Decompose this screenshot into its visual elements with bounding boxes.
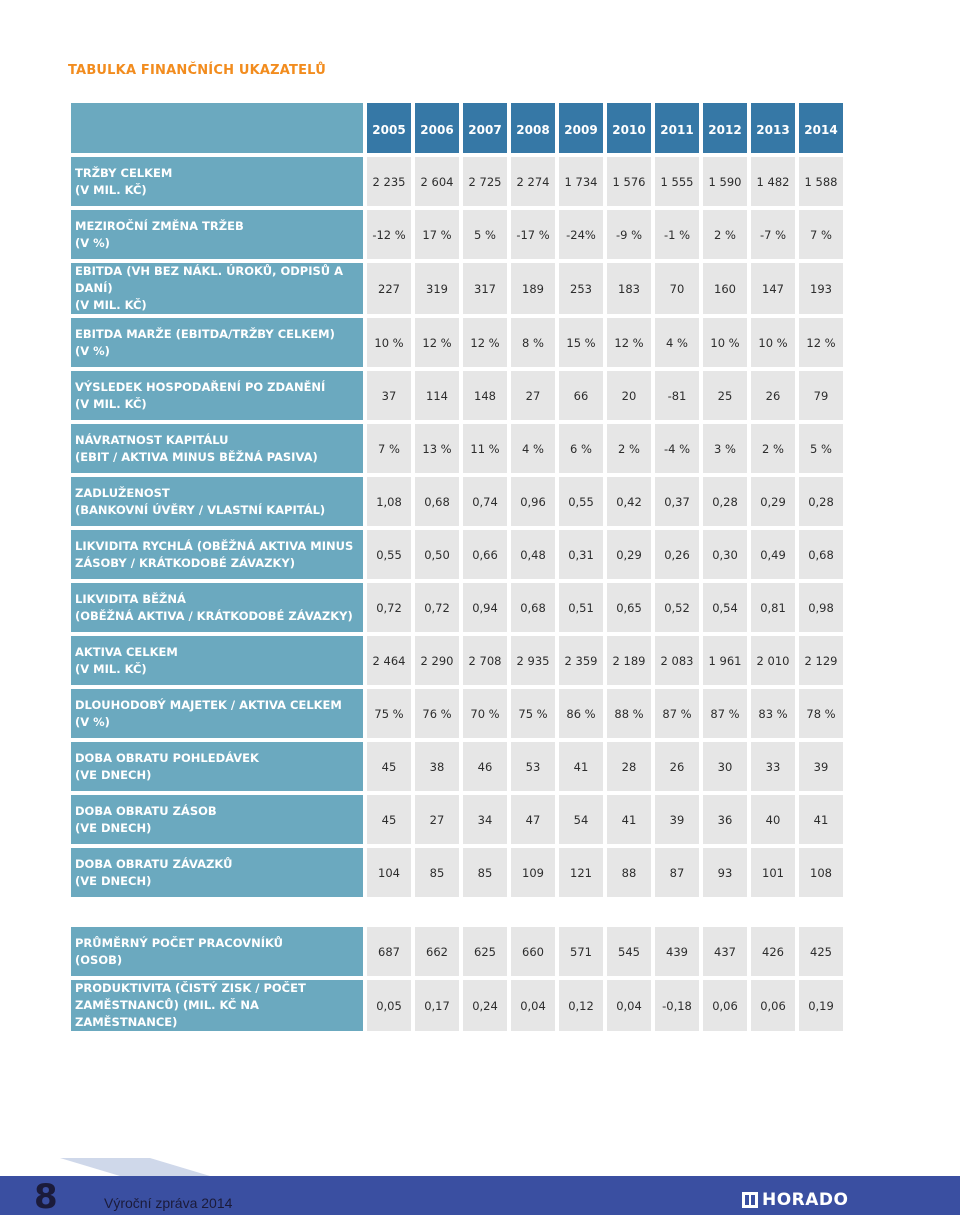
- table-row: [71, 927, 843, 976]
- value-cell: 78 %: [799, 689, 843, 738]
- value-cell: 0,37: [655, 477, 699, 526]
- row-label-line1: LIKVIDITA BĚŽNÁ: [75, 591, 186, 606]
- value-cell: 227: [367, 263, 411, 314]
- value-cell: 0,28: [703, 477, 747, 526]
- value-cell: 0,94: [463, 583, 507, 632]
- value-cell: 12 %: [799, 318, 843, 367]
- value-cell: 660: [511, 927, 555, 976]
- value-cell: 0,28: [799, 477, 843, 526]
- row-label: [71, 927, 363, 976]
- value-cell: -7 %: [751, 210, 795, 259]
- value-cell: 0,98: [799, 583, 843, 632]
- row-label-line2: (V MIL. KČ): [75, 661, 147, 676]
- value-cell: 0,29: [607, 530, 651, 579]
- value-cell: 121: [559, 848, 603, 897]
- value-cell: 662: [415, 927, 459, 976]
- value-cell: 0,65: [607, 583, 651, 632]
- year-header-2006: 2006: [415, 103, 459, 153]
- value-cell: -0,18: [655, 980, 699, 1031]
- value-cell: 0,96: [511, 477, 555, 526]
- value-cell: 3 %: [703, 424, 747, 473]
- row-label-line2: (V MIL. KČ): [75, 396, 147, 411]
- row-label: [71, 318, 363, 367]
- value-cell: 2 290: [415, 636, 459, 685]
- value-cell: 0,55: [367, 530, 411, 579]
- value-cell: 27: [511, 371, 555, 420]
- value-cell: 0,06: [751, 980, 795, 1031]
- row-label-line1: AKTIVA CELKEM: [75, 644, 178, 659]
- value-cell: 26: [751, 371, 795, 420]
- row-label-line1: EBITDA MARŽE (EBITDA/TRŽBY CELKEM): [75, 326, 335, 341]
- value-cell: 2 725: [463, 157, 507, 206]
- value-cell: 0,68: [799, 530, 843, 579]
- table-row: [71, 980, 843, 1031]
- row-label: [71, 848, 363, 897]
- value-cell: -12 %: [367, 210, 411, 259]
- value-cell: 25: [703, 371, 747, 420]
- value-cell: 625: [463, 927, 507, 976]
- year-header-2012: 2012: [703, 103, 747, 153]
- value-cell: 41: [799, 795, 843, 844]
- value-cell: 85: [415, 848, 459, 897]
- value-cell: 4 %: [511, 424, 555, 473]
- value-cell: 1 588: [799, 157, 843, 206]
- value-cell: 0,48: [511, 530, 555, 579]
- row-label-line2: (VE DNECH): [75, 873, 152, 888]
- value-cell: 30: [703, 742, 747, 791]
- value-cell: 0,26: [655, 530, 699, 579]
- value-cell: 83 %: [751, 689, 795, 738]
- row-label: [71, 157, 363, 206]
- value-cell: 160: [703, 263, 747, 314]
- value-cell: 0,12: [559, 980, 603, 1031]
- value-cell: -24%: [559, 210, 603, 259]
- value-cell: 101: [751, 848, 795, 897]
- logo-text: HORADO: [762, 1190, 849, 1210]
- value-cell: 2 %: [751, 424, 795, 473]
- value-cell: 2 235: [367, 157, 411, 206]
- value-cell: 85: [463, 848, 507, 897]
- value-cell: 93: [703, 848, 747, 897]
- value-cell: 12 %: [463, 318, 507, 367]
- table-row: [71, 848, 843, 897]
- value-cell: 12 %: [607, 318, 651, 367]
- value-cell: 0,74: [463, 477, 507, 526]
- row-label-line2: (EBIT / AKTIVA MINUS BĚŽNÁ PASIVA): [75, 449, 318, 464]
- value-cell: 0,06: [703, 980, 747, 1031]
- year-header-row: [71, 103, 843, 153]
- row-label: [71, 263, 363, 314]
- value-cell: 45: [367, 795, 411, 844]
- value-cell: 0,29: [751, 477, 795, 526]
- value-cell: 26: [655, 742, 699, 791]
- value-cell: 2 %: [703, 210, 747, 259]
- logo-icon: [742, 1192, 758, 1208]
- value-cell: 108: [799, 848, 843, 897]
- header-corner: [71, 103, 363, 153]
- row-label: [71, 980, 363, 1031]
- page-number: 8: [34, 1177, 58, 1217]
- row-label-line1: DOBA OBRATU POHLEDÁVEK: [75, 750, 259, 765]
- value-cell: 2 604: [415, 157, 459, 206]
- value-cell: -4 %: [655, 424, 699, 473]
- value-cell: 1 590: [703, 157, 747, 206]
- value-cell: 66: [559, 371, 603, 420]
- value-cell: 10 %: [751, 318, 795, 367]
- row-label-line2: (VE DNECH): [75, 767, 152, 782]
- page-title: TABULKA FINANČNÍCH UKAZATELŮ: [68, 63, 326, 78]
- row-label-line1: LIKVIDITA RYCHLÁ (OBĚŽNÁ AKTIVA MINUS: [75, 538, 354, 553]
- value-cell: 0,17: [415, 980, 459, 1031]
- report-name: Výroční zpráva 2014: [104, 1195, 233, 1211]
- row-label-line2: (OBĚŽNÁ AKTIVA / KRÁTKODOBÉ ZÁVAZKY): [75, 608, 353, 623]
- row-label-line2: (V %): [75, 343, 110, 358]
- value-cell: 2 010: [751, 636, 795, 685]
- value-cell: 0,49: [751, 530, 795, 579]
- value-cell: 10 %: [367, 318, 411, 367]
- value-cell: 33: [751, 742, 795, 791]
- value-cell: 0,68: [415, 477, 459, 526]
- table-row: [71, 636, 843, 685]
- value-cell: 0,72: [415, 583, 459, 632]
- value-cell: 0,19: [799, 980, 843, 1031]
- row-label-line1: DOBA OBRATU ZÁSOB: [75, 803, 217, 818]
- value-cell: 0,24: [463, 980, 507, 1031]
- value-cell: 7 %: [367, 424, 411, 473]
- value-cell: 0,30: [703, 530, 747, 579]
- table-row: [71, 477, 843, 526]
- value-cell: 45: [367, 742, 411, 791]
- row-label-line1: DLOUHODOBÝ MAJETEK / AKTIVA CELKEM: [75, 697, 342, 712]
- value-cell: -17 %: [511, 210, 555, 259]
- value-cell: 0,05: [367, 980, 411, 1031]
- value-cell: 0,68: [511, 583, 555, 632]
- value-cell: 425: [799, 927, 843, 976]
- value-cell: 253: [559, 263, 603, 314]
- row-label-line1: PRODUKTIVITA (ČISTÝ ZISK / POČET: [75, 981, 306, 995]
- value-cell: 109: [511, 848, 555, 897]
- value-cell: 0,72: [367, 583, 411, 632]
- value-cell: 0,55: [559, 477, 603, 526]
- value-cell: 88 %: [607, 689, 651, 738]
- spacer-cell: [71, 901, 843, 923]
- value-cell: 193: [799, 263, 843, 314]
- value-cell: 687: [367, 927, 411, 976]
- value-cell: 0,04: [607, 980, 651, 1031]
- row-label-line2: (OSOB): [75, 952, 123, 967]
- value-cell: 46: [463, 742, 507, 791]
- row-label: [71, 424, 363, 473]
- value-cell: 1 734: [559, 157, 603, 206]
- value-cell: 2 274: [511, 157, 555, 206]
- value-cell: 1 555: [655, 157, 699, 206]
- company-logo: [742, 1190, 849, 1210]
- table-row: [71, 318, 843, 367]
- row-label-line2: (BANKOVNÍ ÚVĚRY / VLASTNÍ KAPITÁL): [75, 502, 326, 517]
- row-label-line2: ZÁSOBY / KRÁTKODOBÉ ZÁVAZKY): [75, 555, 296, 570]
- value-cell: 2 129: [799, 636, 843, 685]
- row-label-line2: (V MIL. KČ): [75, 298, 147, 312]
- value-cell: 104: [367, 848, 411, 897]
- row-label-line1: NÁVRATNOST KAPITÁLU: [75, 432, 229, 447]
- value-cell: 437: [703, 927, 747, 976]
- value-cell: -81: [655, 371, 699, 420]
- value-cell: 2 189: [607, 636, 651, 685]
- value-cell: -1 %: [655, 210, 699, 259]
- value-cell: 2 708: [463, 636, 507, 685]
- value-cell: 2 935: [511, 636, 555, 685]
- value-cell: 439: [655, 927, 699, 976]
- value-cell: 41: [559, 742, 603, 791]
- value-cell: 2 083: [655, 636, 699, 685]
- value-cell: 1 576: [607, 157, 651, 206]
- row-label-line1: DOBA OBRATU ZÁVAZKŮ: [75, 856, 233, 871]
- value-cell: 0,42: [607, 477, 651, 526]
- row-label-line1: PRŮMĚRNÝ POČET PRACOVNÍKŮ: [75, 935, 284, 950]
- table-spacer: [71, 901, 843, 923]
- row-label: [71, 210, 363, 259]
- value-cell: 426: [751, 927, 795, 976]
- year-header-2013: 2013: [751, 103, 795, 153]
- value-cell: 20: [607, 371, 651, 420]
- table-row: [71, 583, 843, 632]
- row-label: [71, 583, 363, 632]
- value-cell: 1 961: [703, 636, 747, 685]
- value-cell: 0,04: [511, 980, 555, 1031]
- value-cell: 70 %: [463, 689, 507, 738]
- value-cell: 39: [655, 795, 699, 844]
- value-cell: 40: [751, 795, 795, 844]
- value-cell: 189: [511, 263, 555, 314]
- value-cell: 7 %: [799, 210, 843, 259]
- value-cell: 183: [607, 263, 651, 314]
- value-cell: 87 %: [703, 689, 747, 738]
- row-label: [71, 795, 363, 844]
- table-row: [71, 689, 843, 738]
- row-label-line2: (V %): [75, 235, 110, 250]
- table-row: [71, 795, 843, 844]
- year-header-2005: 2005: [367, 103, 411, 153]
- value-cell: 0,51: [559, 583, 603, 632]
- value-cell: -9 %: [607, 210, 651, 259]
- value-cell: 8 %: [511, 318, 555, 367]
- value-cell: 0,66: [463, 530, 507, 579]
- year-header-2009: 2009: [559, 103, 603, 153]
- table-row: [71, 424, 843, 473]
- year-header-2010: 2010: [607, 103, 651, 153]
- value-cell: 1 482: [751, 157, 795, 206]
- table-row: [71, 742, 843, 791]
- value-cell: 545: [607, 927, 651, 976]
- value-cell: 0,52: [655, 583, 699, 632]
- row-label: [71, 530, 363, 579]
- value-cell: 17 %: [415, 210, 459, 259]
- value-cell: 87: [655, 848, 699, 897]
- value-cell: 0,31: [559, 530, 603, 579]
- value-cell: 54: [559, 795, 603, 844]
- value-cell: 79: [799, 371, 843, 420]
- value-cell: 86 %: [559, 689, 603, 738]
- value-cell: 88: [607, 848, 651, 897]
- table-row: [71, 157, 843, 206]
- value-cell: 75 %: [367, 689, 411, 738]
- year-header-2008: 2008: [511, 103, 555, 153]
- row-label-line1: VÝSLEDEK HOSPODAŘENÍ PO ZDANĚNÍ: [75, 379, 326, 394]
- row-label-line2: (V %): [75, 714, 110, 729]
- row-label: [71, 689, 363, 738]
- table-row: [71, 530, 843, 579]
- year-header-2011: 2011: [655, 103, 699, 153]
- value-cell: 38: [415, 742, 459, 791]
- row-label-line2: ZAMĚSTNANCŮ) (MIL. KČ NA ZAMĚSTNANCE): [75, 998, 259, 1029]
- value-cell: 147: [751, 263, 795, 314]
- row-label: [71, 636, 363, 685]
- value-cell: 39: [799, 742, 843, 791]
- value-cell: 70: [655, 263, 699, 314]
- year-header-2014: 2014: [799, 103, 843, 153]
- value-cell: 13 %: [415, 424, 459, 473]
- value-cell: 148: [463, 371, 507, 420]
- table-row: [71, 371, 843, 420]
- value-cell: 34: [463, 795, 507, 844]
- value-cell: 5 %: [463, 210, 507, 259]
- value-cell: 317: [463, 263, 507, 314]
- financial-indicators-table: [67, 99, 847, 1035]
- value-cell: 27: [415, 795, 459, 844]
- value-cell: 319: [415, 263, 459, 314]
- value-cell: 5 %: [799, 424, 843, 473]
- value-cell: 571: [559, 927, 603, 976]
- value-cell: 10 %: [703, 318, 747, 367]
- value-cell: 41: [607, 795, 651, 844]
- table-row: [71, 210, 843, 259]
- value-cell: 28: [607, 742, 651, 791]
- value-cell: 11 %: [463, 424, 507, 473]
- year-header-2007: 2007: [463, 103, 507, 153]
- value-cell: 75 %: [511, 689, 555, 738]
- value-cell: 53: [511, 742, 555, 791]
- value-cell: 4 %: [655, 318, 699, 367]
- value-cell: 47: [511, 795, 555, 844]
- row-label-line2: (V MIL. KČ): [75, 182, 147, 197]
- row-label-line1: TRŽBY CELKEM: [75, 165, 173, 180]
- row-label-line1: EBITDA (VH BEZ NÁKL. ÚROKŮ, ODPISŮ A DANÍ): [75, 264, 344, 295]
- value-cell: 2 359: [559, 636, 603, 685]
- value-cell: 15 %: [559, 318, 603, 367]
- row-label-line1: MEZIROČNÍ ZMĚNA TRŽEB: [75, 218, 244, 233]
- table-row: [71, 263, 843, 314]
- row-label: [71, 477, 363, 526]
- value-cell: 12 %: [415, 318, 459, 367]
- value-cell: 87 %: [655, 689, 699, 738]
- value-cell: 0,81: [751, 583, 795, 632]
- row-label-line1: ZADLUŽENOST: [75, 485, 170, 500]
- value-cell: 0,54: [703, 583, 747, 632]
- value-cell: 2 %: [607, 424, 651, 473]
- value-cell: 1,08: [367, 477, 411, 526]
- row-label-line2: (VE DNECH): [75, 820, 152, 835]
- value-cell: 114: [415, 371, 459, 420]
- value-cell: 36: [703, 795, 747, 844]
- value-cell: 2 464: [367, 636, 411, 685]
- row-label: [71, 742, 363, 791]
- row-label: [71, 371, 363, 420]
- value-cell: 0,50: [415, 530, 459, 579]
- value-cell: 37: [367, 371, 411, 420]
- value-cell: 76 %: [415, 689, 459, 738]
- value-cell: 6 %: [559, 424, 603, 473]
